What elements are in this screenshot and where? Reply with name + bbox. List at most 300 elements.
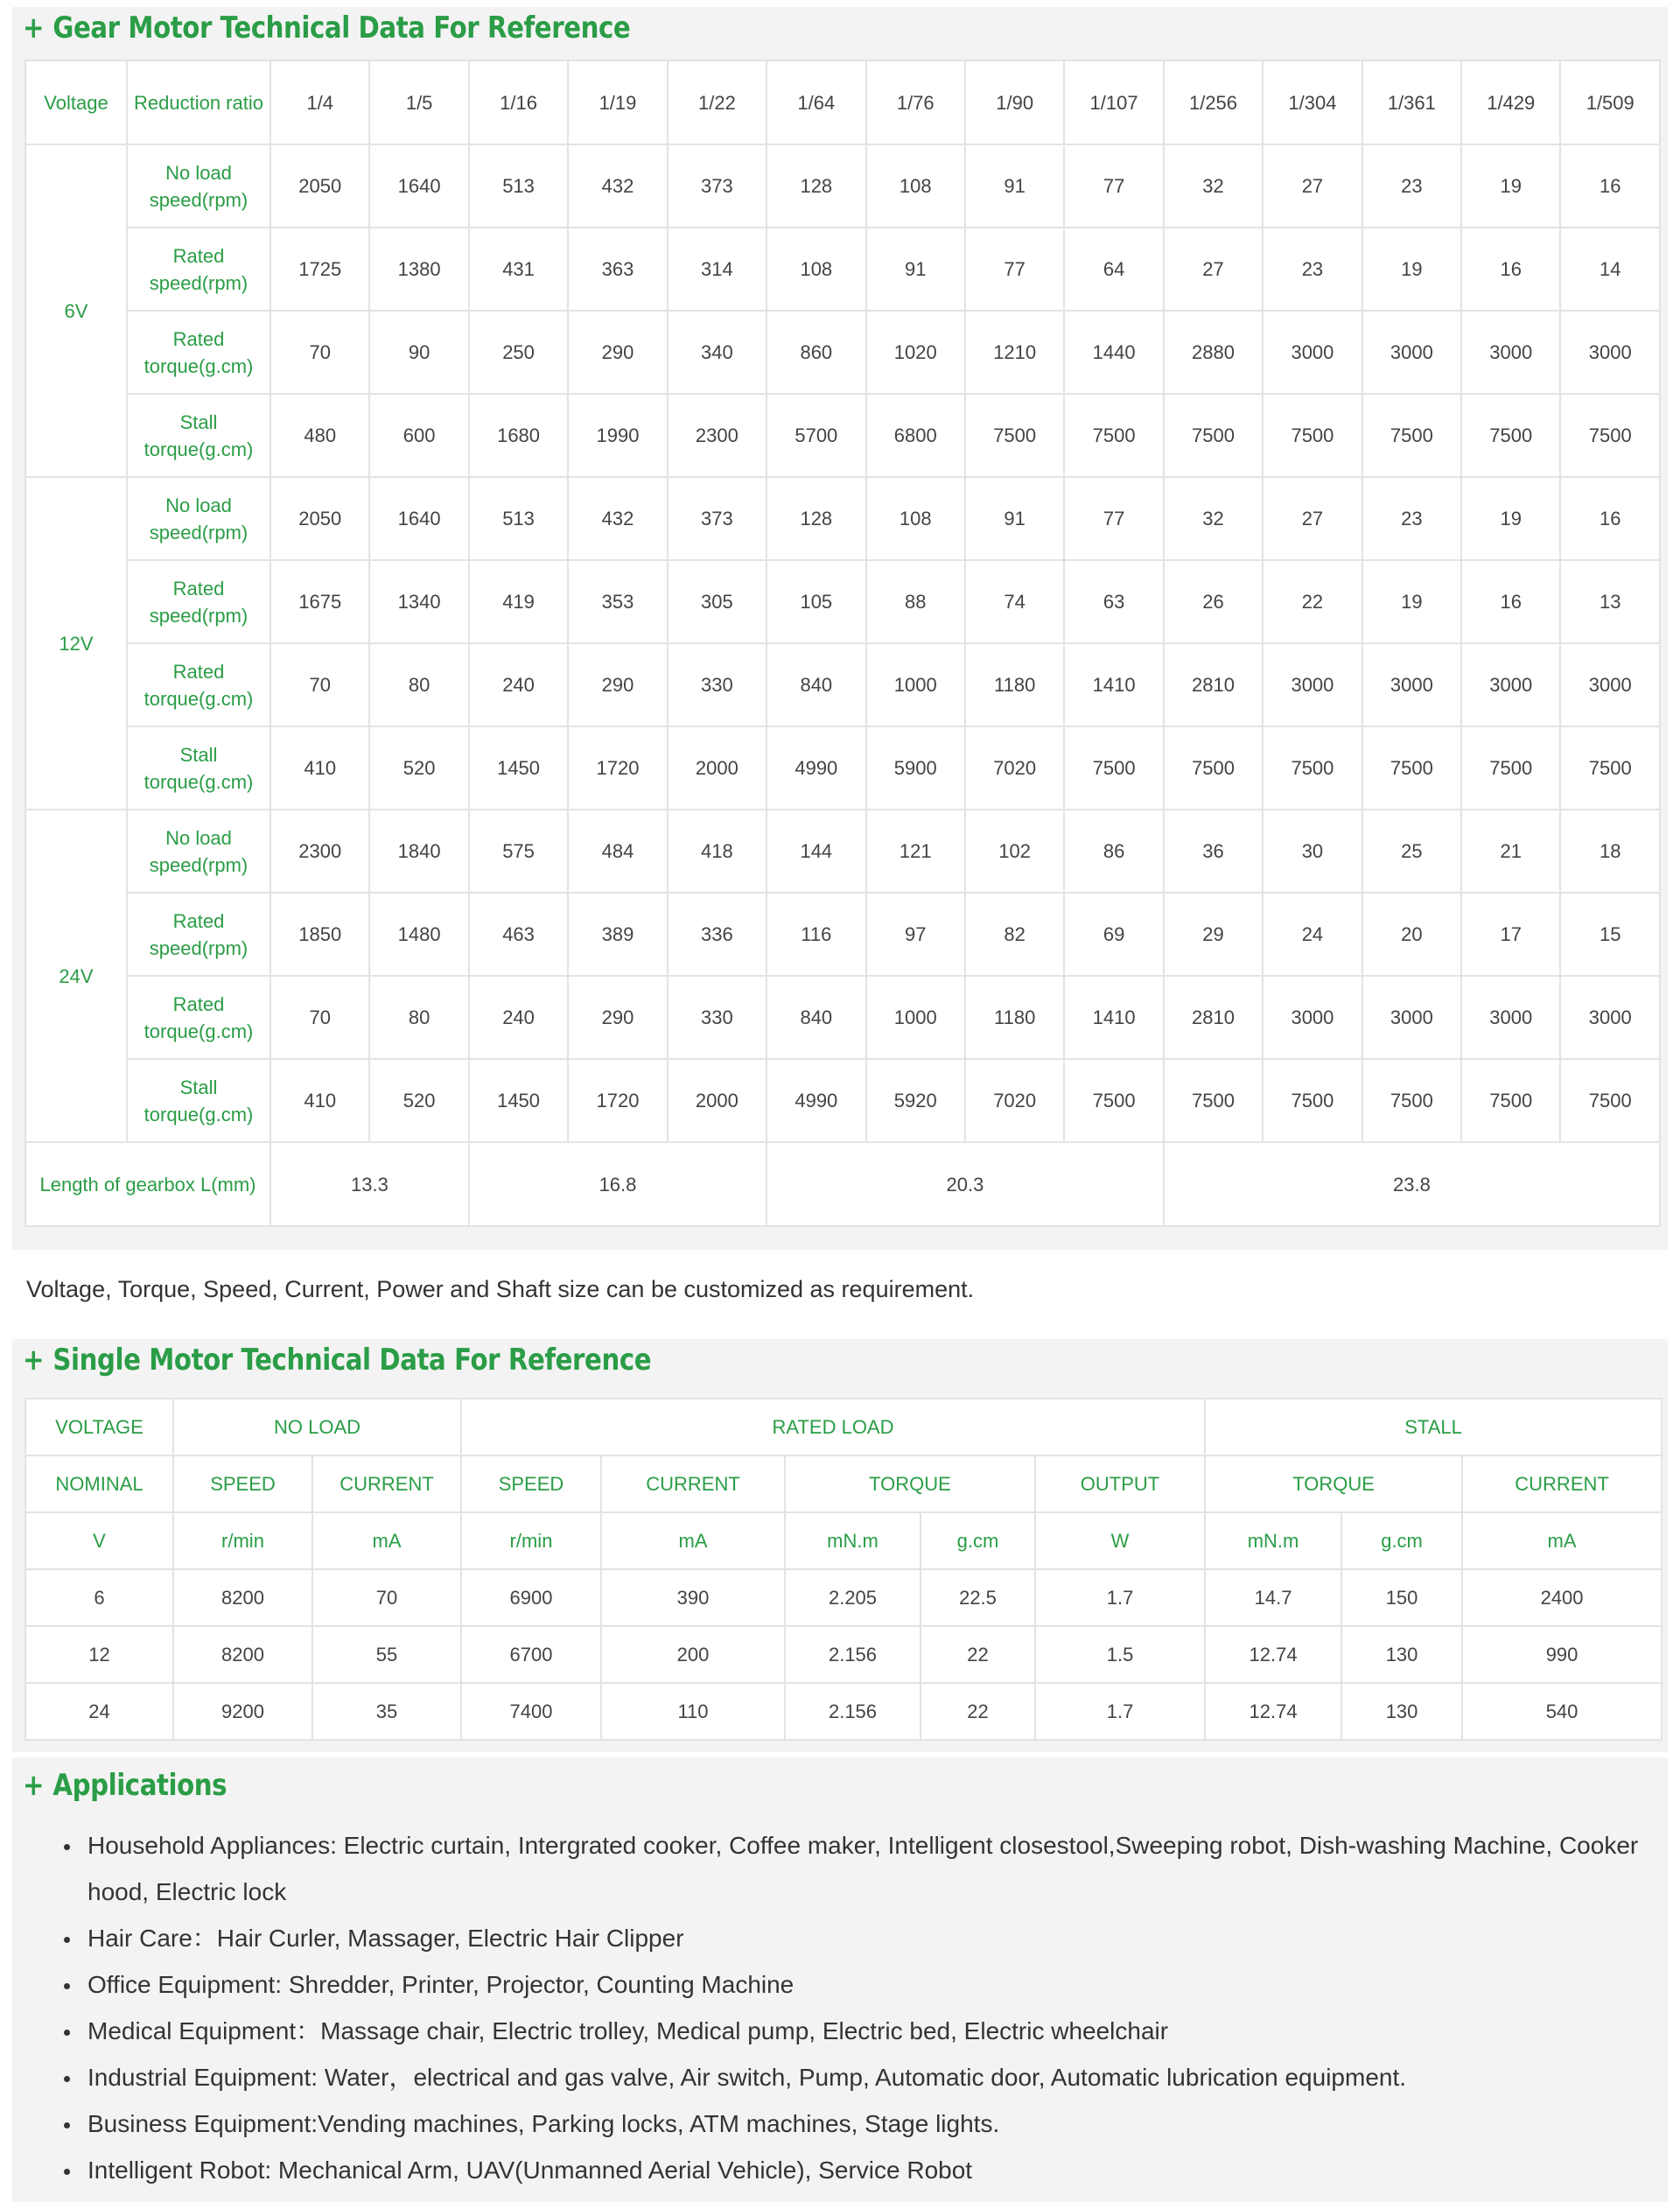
value-cell: 23 [1362,144,1461,228]
value-cell: 7500 [1164,1059,1263,1142]
value-cell: 74 [965,560,1064,643]
value-cell: 6700 [461,1626,601,1683]
value-cell: 513 [469,477,568,560]
value-cell: 290 [568,976,667,1059]
value-cell: 4990 [766,1059,865,1142]
value-cell: 7500 [965,394,1064,477]
parameter-label: Rated speed(rpm) [127,228,270,311]
application-item: • Medical Equipment：Massage chair, Electric trolley, Medical pump, Electric bed, Electric wheelchair [82,2008,1680,2054]
ratio-header: 1/361 [1362,60,1461,144]
value-cell: 520 [369,1059,468,1142]
value-cell: 6 [25,1569,173,1626]
value-cell: 20 [1362,893,1461,976]
value-cell: 3000 [1461,311,1560,394]
value-cell: 23 [1263,228,1362,311]
value-cell: 108 [866,477,965,560]
value-cell: 1725 [270,228,369,311]
ratio-header: 1/107 [1064,60,1163,144]
value-cell: 130 [1341,1683,1462,1740]
value-cell: 15 [1560,893,1660,976]
value-cell: 7500 [1461,1059,1560,1142]
value-cell: 2050 [270,477,369,560]
value-cell: 1450 [469,1059,568,1142]
value-cell: 2400 [1462,1569,1662,1626]
value-cell: 2810 [1164,643,1263,726]
parameter-label: No load speed(rpm) [127,477,270,560]
application-item: • Industrial Equipment: Water，electrical and gas valve, Air switch, Pump, Automatic door, Automatic lubrication equipment. [82,2054,1680,2100]
value-cell: 36 [1164,810,1263,893]
value-cell: 3000 [1362,976,1461,1059]
value-cell: 7400 [461,1683,601,1740]
gear-data-row [25,976,1660,1059]
value-cell: 390 [601,1569,785,1626]
value-cell: 5920 [866,1059,965,1142]
gear-header-row [25,60,1660,144]
gear-data-row [25,311,1660,394]
value-cell: 2000 [668,726,766,810]
value-cell: 27 [1263,144,1362,228]
ratio-header: 1/509 [1560,60,1660,144]
ratio-header: 1/16 [469,60,568,144]
value-cell: 840 [766,643,865,726]
value-cell: 32 [1164,477,1263,560]
value-cell: 3000 [1263,976,1362,1059]
value-cell: 6800 [866,394,965,477]
unit-cell: mN.m [1205,1512,1341,1569]
application-item: • Hair Care：Hair Curler, Massager, Electric Hair Clipper [82,1915,1680,1961]
value-cell: 14 [1560,228,1660,311]
value-cell: 32 [1164,144,1263,228]
value-cell: 520 [369,726,468,810]
gear-motor-table [24,60,1661,1227]
parameter-label: Stall torque(g.cm) [127,394,270,477]
value-cell: 91 [965,477,1064,560]
motor-units-row [25,1512,1662,1569]
value-cell: 110 [601,1683,785,1740]
no-load-header: NO LOAD [173,1399,461,1455]
gearbox-length-value: 16.8 [469,1142,766,1226]
value-cell: 1840 [369,810,468,893]
value-cell: 2300 [270,810,369,893]
stall-current-header: CURRENT [1462,1455,1662,1512]
value-cell: 70 [270,311,369,394]
value-cell: 1720 [568,1059,667,1142]
value-cell: 3000 [1560,976,1660,1059]
unit-cell: r/min [173,1512,312,1569]
value-cell: 1380 [369,228,468,311]
value-cell: 108 [766,228,865,311]
voltage-cell: 6V [25,144,127,477]
value-cell: 105 [766,560,865,643]
value-cell: 8200 [173,1626,312,1683]
gearbox-length-label: Length of gearbox L(mm) [25,1142,270,1226]
value-cell: 2000 [668,1059,766,1142]
rated-load-header: RATED LOAD [461,1399,1205,1455]
ratio-header: 1/429 [1461,60,1560,144]
rated-torque-header: TORQUE [785,1455,1035,1512]
parameter-label: Rated torque(g.cm) [127,643,270,726]
ratio-header: 1/22 [668,60,766,144]
value-cell: 2880 [1164,311,1263,394]
value-cell: 12.74 [1205,1683,1341,1740]
value-cell: 410 [270,1059,369,1142]
value-cell: 7500 [1164,394,1263,477]
applications-heading [23,1768,227,1803]
value-cell: 7500 [1263,726,1362,810]
value-cell: 30 [1263,810,1362,893]
value-cell: 12 [25,1626,173,1683]
motor-section-heading [23,1343,651,1378]
value-cell: 18 [1560,810,1660,893]
value-cell: 305 [668,560,766,643]
value-cell: 25 [1362,810,1461,893]
customize-note: Voltage, Torque, Speed, Current, Power and Shaft size can be customized as requirement. [26,1276,975,1302]
no-load-current-header: CURRENT [312,1455,461,1512]
value-cell: 240 [469,976,568,1059]
value-cell: 70 [270,643,369,726]
value-cell: 3000 [1461,976,1560,1059]
value-cell: 575 [469,810,568,893]
value-cell: 23 [1362,477,1461,560]
value-cell: 14.7 [1205,1569,1341,1626]
gear-data-row [25,726,1660,810]
value-cell: 69 [1064,893,1163,976]
value-cell: 7500 [1064,726,1163,810]
value-cell: 29 [1164,893,1263,976]
value-cell: 3000 [1362,311,1461,394]
value-cell: 7500 [1560,726,1660,810]
value-cell: 432 [568,144,667,228]
voltage-header: Voltage [25,60,127,144]
value-cell: 128 [766,477,865,560]
value-cell: 330 [668,643,766,726]
value-cell: 91 [965,144,1064,228]
value-cell: 250 [469,311,568,394]
value-cell: 431 [469,228,568,311]
gear-section-title: Gear Motor Technical Data For Reference [52,11,631,46]
value-cell: 21 [1461,810,1560,893]
value-cell: 2050 [270,144,369,228]
voltage-cell: 24V [25,810,127,1142]
value-cell: 90 [369,311,468,394]
value-cell: 1.7 [1035,1569,1205,1626]
value-cell: 290 [568,643,667,726]
application-item: • Intelligent Robot: Mechanical Arm, UAV(Unmanned Aerial Vehicle), Service Robot [82,2147,1680,2193]
plus-icon: + [23,1768,45,1803]
gearbox-length-value: 20.3 [766,1142,1164,1226]
value-cell: 7500 [1362,1059,1461,1142]
parameter-label: No load speed(rpm) [127,810,270,893]
ratio-header: 1/90 [965,60,1064,144]
value-cell: 16 [1461,228,1560,311]
value-cell: 22 [920,1683,1035,1740]
value-cell: 1410 [1064,976,1163,1059]
application-item: • Business Equipment:Vending machines, Parking locks, ATM machines, Stage lights. [82,2100,1680,2147]
value-cell: 19 [1461,477,1560,560]
value-cell: 3000 [1362,643,1461,726]
value-cell: 1990 [568,394,667,477]
value-cell: 7500 [1263,394,1362,477]
value-cell: 70 [312,1569,461,1626]
value-cell: 144 [766,810,865,893]
gear-data-row [25,144,1660,228]
value-cell: 27 [1263,477,1362,560]
value-cell: 7500 [1263,1059,1362,1142]
value-cell: 240 [469,643,568,726]
gear-data-row [25,810,1660,893]
value-cell: 2.205 [785,1569,920,1626]
parameter-label: No load speed(rpm) [127,144,270,228]
value-cell: 290 [568,311,667,394]
value-cell: 6900 [461,1569,601,1626]
value-cell: 121 [866,810,965,893]
ratio-header: 1/76 [866,60,965,144]
gearbox-length-row [25,1142,1660,1226]
value-cell: 22.5 [920,1569,1035,1626]
ratio-header: 1/304 [1263,60,1362,144]
motor-section-title: Single Motor Technical Data For Reference [52,1343,652,1378]
value-cell: 463 [469,893,568,976]
value-cell: 410 [270,726,369,810]
value-cell: 82 [965,893,1064,976]
value-cell: 64 [1064,228,1163,311]
ratio-header: 1/4 [270,60,369,144]
value-cell: 330 [668,976,766,1059]
value-cell: 1680 [469,394,568,477]
value-cell: 418 [668,810,766,893]
application-item: • Household Appliances: Electric curtain, Intergrated cooker, Coffee maker, Intelligent closestool,Sweeping robot, Dish-washing Machine, Cooker hood, Electric lock [82,1822,1680,1915]
unit-cell: W [1035,1512,1205,1569]
value-cell: 24 [25,1683,173,1740]
gear-data-row [25,394,1660,477]
value-cell: 1000 [866,643,965,726]
nominal-header: NOMINAL [25,1455,173,1512]
value-cell: 3000 [1560,311,1660,394]
value-cell: 2810 [1164,976,1263,1059]
value-cell: 5900 [866,726,965,810]
unit-cell: mA [601,1512,785,1569]
value-cell: 7020 [965,1059,1064,1142]
value-cell: 860 [766,311,865,394]
value-cell: 24 [1263,893,1362,976]
plus-icon: + [23,11,45,46]
motor-group-header-row [25,1399,1662,1455]
value-cell: 77 [1064,477,1163,560]
value-cell: 7500 [1560,1059,1660,1142]
parameter-label: Rated speed(rpm) [127,893,270,976]
value-cell: 353 [568,560,667,643]
value-cell: 432 [568,477,667,560]
rated-current-header: CURRENT [601,1455,785,1512]
value-cell: 1210 [965,311,1064,394]
value-cell: 7020 [965,726,1064,810]
value-cell: 22 [920,1626,1035,1683]
value-cell: 1450 [469,726,568,810]
value-cell: 1180 [965,643,1064,726]
ratio-header: 1/256 [1164,60,1263,144]
value-cell: 840 [766,976,865,1059]
rated-speed-header: SPEED [461,1455,601,1512]
motor-data-row [25,1626,1662,1683]
value-cell: 373 [668,144,766,228]
value-cell: 1640 [369,144,468,228]
gear-data-row [25,228,1660,311]
single-motor-table [24,1398,1662,1741]
value-cell: 150 [1341,1569,1462,1626]
value-cell: 1440 [1064,311,1163,394]
value-cell: 336 [668,893,766,976]
gearbox-length-value: 23.8 [1164,1142,1660,1226]
value-cell: 97 [866,893,965,976]
gear-data-row [25,560,1660,643]
value-cell: 1850 [270,893,369,976]
value-cell: 1.7 [1035,1683,1205,1740]
value-cell: 2.156 [785,1626,920,1683]
parameter-label: Rated torque(g.cm) [127,311,270,394]
value-cell: 2.156 [785,1683,920,1740]
value-cell: 77 [965,228,1064,311]
unit-cell: V [25,1512,173,1569]
unit-cell: mN.m [785,1512,920,1569]
value-cell: 3000 [1263,643,1362,726]
value-cell: 3000 [1263,311,1362,394]
parameter-label: Rated torque(g.cm) [127,976,270,1059]
value-cell: 17 [1461,893,1560,976]
voltage-cell: 12V [25,477,127,810]
value-cell: 4990 [766,726,865,810]
value-cell: 80 [369,643,468,726]
value-cell: 314 [668,228,766,311]
rated-output-header: OUTPUT [1035,1455,1205,1512]
ratio-header: 1/64 [766,60,865,144]
value-cell: 419 [469,560,568,643]
value-cell: 70 [270,976,369,1059]
ratio-header: 1/5 [369,60,468,144]
value-cell: 1410 [1064,643,1163,726]
value-cell: 108 [866,144,965,228]
value-cell: 3000 [1461,643,1560,726]
value-cell: 480 [270,394,369,477]
value-cell: 2300 [668,394,766,477]
value-cell: 1.5 [1035,1626,1205,1683]
value-cell: 484 [568,810,667,893]
gear-data-row [25,643,1660,726]
value-cell: 35 [312,1683,461,1740]
value-cell: 27 [1164,228,1263,311]
value-cell: 7500 [1362,394,1461,477]
value-cell: 1000 [866,976,965,1059]
value-cell: 1480 [369,893,468,976]
stall-torque-header: TORQUE [1205,1455,1462,1512]
motor-data-row [25,1569,1662,1626]
value-cell: 363 [568,228,667,311]
ratio-header: 1/19 [568,60,667,144]
value-cell: 16 [1560,144,1660,228]
value-cell: 55 [312,1626,461,1683]
unit-cell: g.cm [920,1512,1035,1569]
value-cell: 19 [1362,228,1461,311]
value-cell: 1020 [866,311,965,394]
motor-data-row [25,1683,1662,1740]
gear-data-row [25,477,1660,560]
value-cell: 5700 [766,394,865,477]
value-cell: 128 [766,144,865,228]
value-cell: 102 [965,810,1064,893]
value-cell: 91 [866,228,965,311]
value-cell: 19 [1461,144,1560,228]
value-cell: 116 [766,893,865,976]
parameter-label: Stall torque(g.cm) [127,1059,270,1142]
value-cell: 86 [1064,810,1163,893]
application-item: • Office Equipment: Shredder, Printer, Projector, Counting Machine [82,1961,1680,2008]
value-cell: 13 [1560,560,1660,643]
value-cell: 1675 [270,560,369,643]
unit-cell: mA [312,1512,461,1569]
value-cell: 1720 [568,726,667,810]
value-cell: 990 [1462,1626,1662,1683]
gearbox-length-value: 13.3 [270,1142,469,1226]
value-cell: 1640 [369,477,468,560]
value-cell: 540 [1462,1683,1662,1740]
value-cell: 389 [568,893,667,976]
value-cell: 7500 [1461,726,1560,810]
value-cell: 7500 [1560,394,1660,477]
voltage-header: VOLTAGE [25,1399,173,1455]
value-cell: 7500 [1164,726,1263,810]
value-cell: 80 [369,976,468,1059]
value-cell: 513 [469,144,568,228]
stall-header: STALL [1205,1399,1662,1455]
value-cell: 373 [668,477,766,560]
value-cell: 7500 [1064,1059,1163,1142]
value-cell: 600 [369,394,468,477]
value-cell: 8200 [173,1569,312,1626]
value-cell: 3000 [1560,643,1660,726]
value-cell: 7500 [1362,726,1461,810]
value-cell: 22 [1263,560,1362,643]
parameter-label: Stall torque(g.cm) [127,726,270,810]
applications-title: Applications [52,1768,228,1803]
value-cell: 88 [866,560,965,643]
parameter-label: Rated speed(rpm) [127,560,270,643]
applications-list [51,1822,1680,2193]
unit-cell: mA [1462,1512,1662,1569]
motor-subheader-row [25,1455,1662,1512]
plus-icon: + [23,1343,45,1378]
value-cell: 1340 [369,560,468,643]
value-cell: 1180 [965,976,1064,1059]
value-cell: 200 [601,1626,785,1683]
value-cell: 130 [1341,1626,1462,1683]
value-cell: 19 [1362,560,1461,643]
value-cell: 16 [1461,560,1560,643]
value-cell: 340 [668,311,766,394]
value-cell: 7500 [1064,394,1163,477]
value-cell: 26 [1164,560,1263,643]
value-cell: 63 [1064,560,1163,643]
value-cell: 16 [1560,477,1660,560]
value-cell: 12.74 [1205,1626,1341,1683]
unit-cell: r/min [461,1512,601,1569]
value-cell: 9200 [173,1683,312,1740]
gear-data-row [25,893,1660,976]
no-load-speed-header: SPEED [173,1455,312,1512]
gear-data-row [25,1059,1660,1142]
reduction-ratio-header: Reduction ratio [127,60,270,144]
gear-section-heading [23,11,630,46]
unit-cell: g.cm [1341,1512,1462,1569]
value-cell: 7500 [1461,394,1560,477]
